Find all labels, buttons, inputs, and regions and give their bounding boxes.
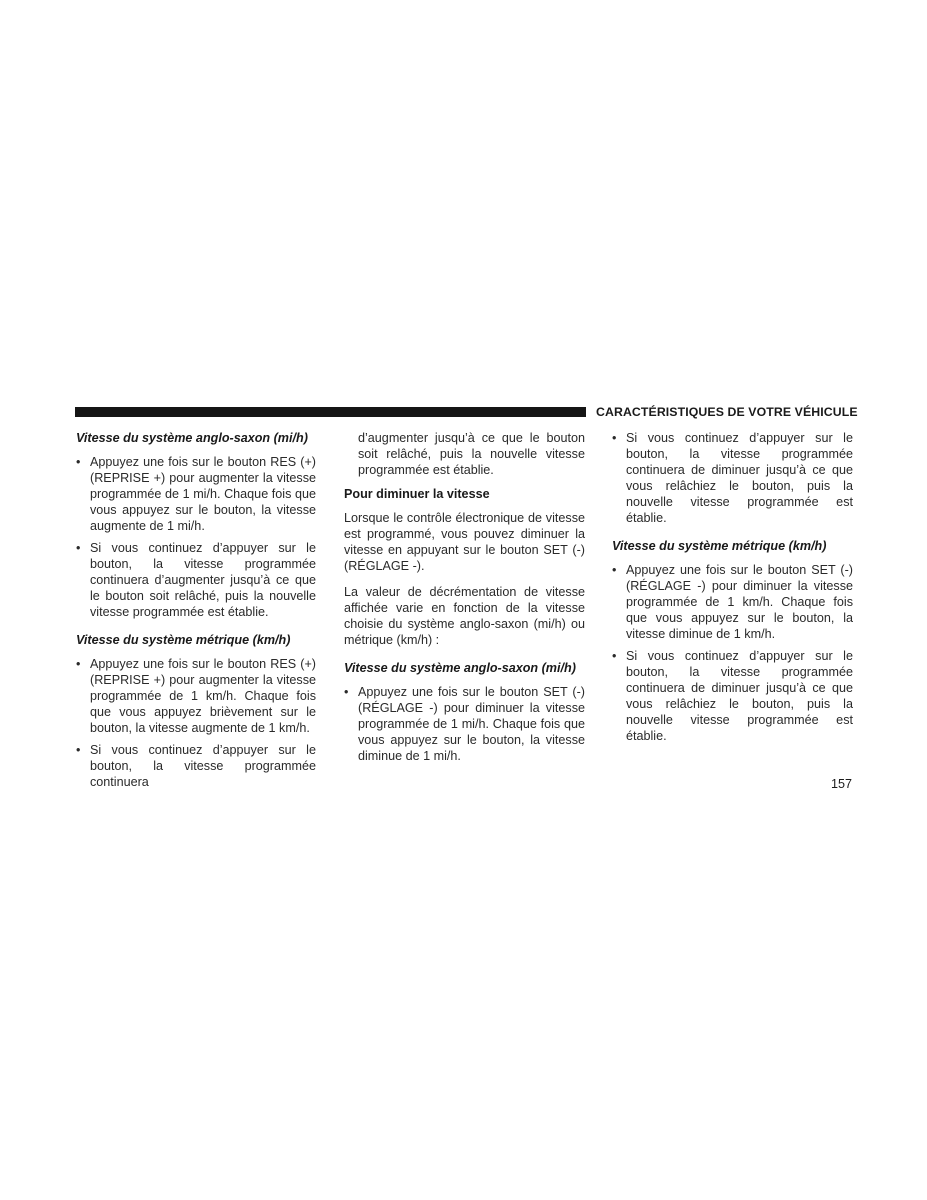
bullet-icon: • [76,455,81,469]
list-item [612,430,853,526]
list-item-text: Si vous continuez d’appuyer sur le bouton, la vitesse programmée continuera de diminuer jusqu’à ce que vous relâchiez le bouton, puis la nouvelle vitesse programmée est établie. [626,649,853,743]
list-item [344,684,585,764]
subheading-metric-speed: Vitesse du système métrique (km/h) [612,539,827,553]
list-item-text: Appuyez une fois sur le bouton RES (+) (REPRISE +) pour augmenter la vitesse programmée de 1 mi/h. Chaque fois que vous appuyez sur le bouton, la vitesse augmente de 1 mi/h. [90,455,316,533]
bullet-icon: • [612,563,617,577]
list-item-text: Appuyez une fois sur le bouton RES (+) (REPRISE +) pour augmenter la vitesse programmée de 1 km/h. Chaque fois que vous appuyez brièvement sur le bouton, la vitesse augmente de 1 km/h. [90,657,316,735]
bullet-icon: • [612,431,617,445]
paragraph: Lorsque le contrôle électronique de vitesse est programmé, vous pouvez diminuer la vitesse en appuyant sur le bouton SET (-) (RÉGLAGE -). [344,511,585,573]
list-item-text: Appuyez une fois sur le bouton SET (-) (RÉGLAGE -) pour diminuer la vitesse programmée de 1 mi/h. Chaque fois que vous appuyez sur le bouton, la vitesse diminue de 1 mi/h. [358,685,585,763]
list-item [76,742,316,790]
column-right [612,430,853,750]
list-item-text: Si vous continuez d’appuyer sur le bouton, la vitesse programmée continuera d’augmenter jusqu’à ce que le bouton soit relâché, puis la nouvelle vitesse programmée est établie. [90,541,316,619]
list-item-text: Si vous continuez d’appuyer sur le bouton, la vitesse programmée continuera [90,743,316,789]
bullet-icon: • [612,649,617,663]
bullet-icon: • [344,685,349,699]
list-item [76,454,316,534]
list-item [612,562,853,642]
column-left [76,430,316,796]
subheading-metric-speed: Vitesse du système métrique (km/h) [76,633,291,647]
bullet-icon: • [76,743,81,757]
paragraph: La valeur de décrémentation de vitesse affichée varie en fonction de la vitesse choisie du système anglo-saxon (mi/h) ou métrique (km/h) : [344,585,585,647]
bullet-icon: • [76,541,81,555]
list-item-text: Appuyez une fois sur le bouton SET (-) (RÉGLAGE -) pour diminuer la vitesse programmée de 1 km/h. Chaque fois que vous appuyez sur le bouton, la vitesse diminue de 1 km/h. [626,563,853,641]
subheading-decrease-speed: Pour diminuer la vitesse [344,487,490,501]
list-item-text: Si vous continuez d’appuyer sur le bouton, la vitesse programmée continuera de diminuer jusqu’à ce que vous relâchiez le bouton, puis la nouvelle vitesse programmée est établie. [626,431,853,525]
header-rule [75,407,586,417]
page-number: 157 [830,777,852,791]
list-item-continuation: d’augmenter jusqu’à ce que le bouton soit relâché, puis la nouvelle vitesse programmée est établie. [358,431,585,477]
bullet-icon: • [76,657,81,671]
list-item [76,656,316,736]
list-item [76,540,316,620]
subheading-imperial-speed: Vitesse du système anglo-saxon (mi/h) [76,431,308,445]
section-title: CARACTÉRISTIQUES DE VOTRE VÉHICULE [596,405,858,419]
subheading-imperial-speed: Vitesse du système anglo-saxon (mi/h) [344,661,576,675]
list-item [612,648,853,744]
column-middle [344,430,585,770]
